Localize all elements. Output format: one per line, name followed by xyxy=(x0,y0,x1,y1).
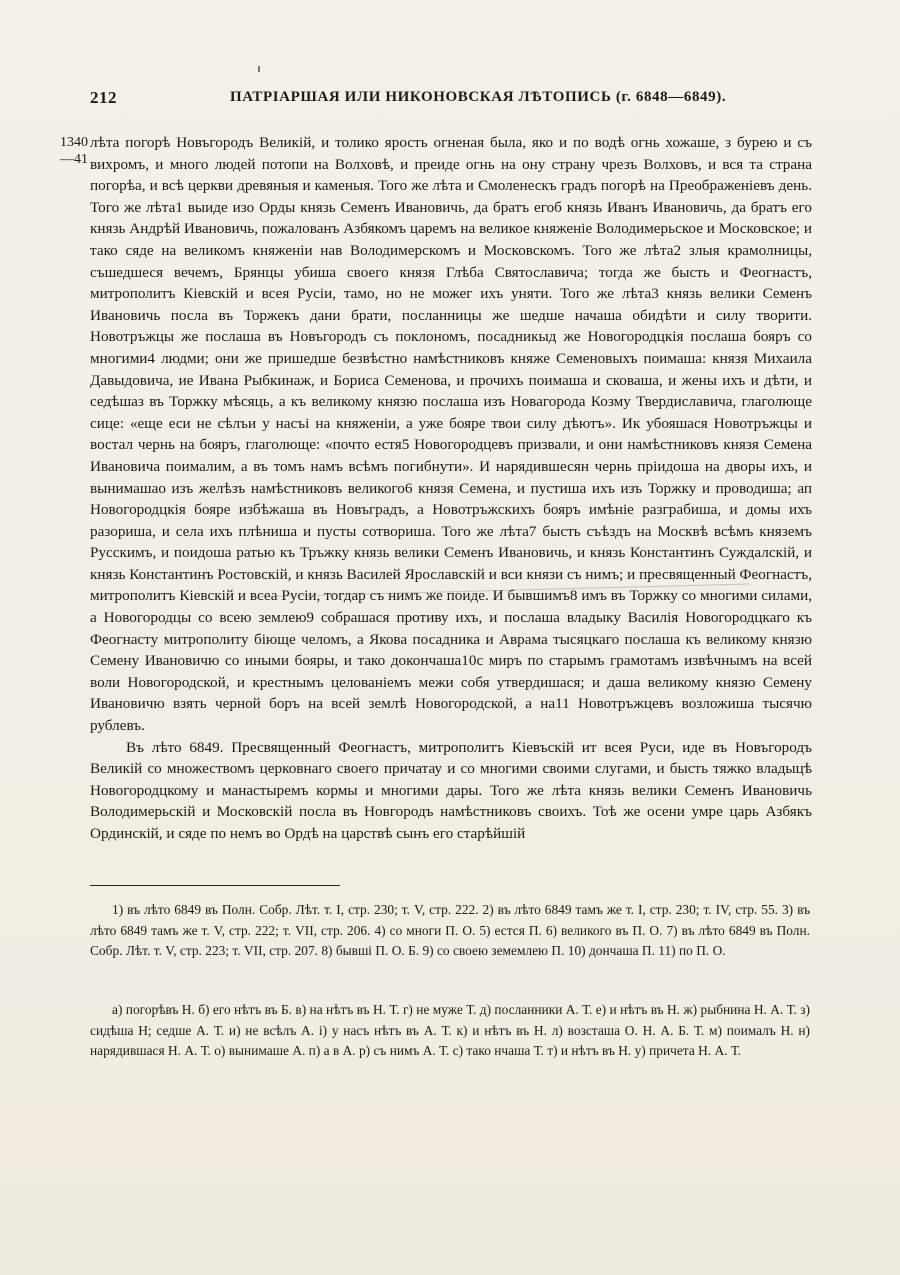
page-number: 212 xyxy=(90,88,117,107)
variants-text: а) погорѣвъ Н. б) его нѣтъ въ Б. в) на нѣтъ въ Н. Т. г) не муже Т. д) посланники А. Т. е) и нѣтъ въ Н. ж) рыбнина Н. А. Т. з) сидѣша Н; седше А. Т. и) не всѣлъ А. і) у насъ нѣтъ въ А. Т. к) и нѣтъ въ Н. л) возсташа О. Н. А. Б. Т. м) поималъ Н. н) нарядившася Н. А. Т. о) вынимаше А. п) а в А. р) съ нимъ А. Т. с) тако нчаша Т. т) и нѣтъ въ Н. у) причета Н. А. Т. xyxy=(90,1002,810,1058)
main-text xyxy=(90,132,812,845)
running-head: ПАТРІАРШАЯ ИЛИ НИКОНОВСКАЯ ЛѢТОПИСЬ (г. 6848—6849). xyxy=(230,89,727,105)
paragraph: лѣта погорѣ Новъгородъ Великій, и толико ярость огненая была, яко и по водѣ огнь хожаше, з бурею и съ вихромъ, и много людей потопи на Волховѣ, и преиде огнь на ону страну чрезъ Волховъ, и вся та страна погорѣа, и всѣ церкви древяныя и каменыя. Того же лѣта и Смоленескъ градъ погорѣ на Преображеніевъ день. Того же лѣта1 выиде изо Орды князь Семенъ Ивановичь, да братъ егоб князь Иванъ Ивановичь, да братъ его князь Андрѣй Ивановичь, пожалованъ Азбякомъ царемъ на великое княженіе Володимерьское и Московское; и тако сяде на великомъ княженіи нав Володимерскомъ и Московскомъ. Того же лѣта2 злыя крамолницы, съшедшеся вечемъ, Брянцы убиша своего князя Глѣба Святославича; тогда же бысть и Феогнастъ, митрополитъ Кіевскій и всея Русіи, тамо, но не можег ихъ уняти. Того же лѣта3 князь велики Семенъ Ивановичь посла въ Торжекъ дани брати, посланницы же шедше начаша обидѣти и силу творити. Новотръжцы же послаша въ Новъгородъ съ поклономъ, посадникыд же Новогородцкія послаша бояръ со многими4 людми; они же пришедше безвѣстно намѣстниковъ княже Семеновыхъ поимаша: князя Михаила Давыдовича, ие Ивана Рыбкинаж, и Бориса Семенова, и прочихъ поимаша и сковаша, и жены ихъ и дѣти, и седѣшаз въ Торжку мѣсяць, а къ великому князю послаша изъ Новагорода Козму Твердиславича, глаголюще сице: «еще еси не сѣлъи у насъі на княженіи, а уже бояре твои силу дѣютъ». Ик убояшася Новотръжцы и востал чернь на бояръ, глаголюще: «почто естя5 Новогородцевъ призвали, и они намѣстниковъ князя Семена Ивановича поималим, а въ томъ намъ всѣмъ погибнути». И нарядившесян чернь пріидоша на дворы ихъ, и вынимашао изъ желѣзъ намѣстниковъ великого6 князя Семена, и пустиша ихъ изъ Торжку и проводиша; ап Новогородцкія бояре избѣжаша въ Новъградъ, а Новотръжскихъ бояръ имѣніе разграбиша, и домы ихъ разориша, и села ихъ плѣниша и пусты сотвориша. Того же лѣта7 бысть съѣздъ на Москвѣ всѣмъ княземъ Русскимъ, и поидоша ратью къ Тръжку князь велики Семенъ Ивановичь, и князь Константинъ Суждалскій, и князь Константинъ Ростовскій, и князь Василей Ярославскій и вси князи съ нимъ; и пресвященный Феогнастъ, митрополитъ Кіевскій и всеа Русіи, тогдар съ нимъ же поиде. И бывшимъ8 имъ въ Торжку со многими силами, а Новогородцы со всею землею9 собрашася противу ихъ, и послаша владыку Василія Новогородцкаго къ Феогнасту митрополиту біюще челомъ, а Якова посадника и Аврама тысяцкаго послаша къ великому князю Семену Ивановичю со иными бояры, и тако докончаша10с миръ по старымъ грамотамъ извѣчнымъ на всей воли Новогородской, и крестнымъ целованіемъ межи собя утвердишася; и даша великому князю Семену Ивановичю взять черной боръ на всей землѣ Новогородской, а на11 Новотръжцевъ возложиша тысячю рублевъ. xyxy=(90,134,812,735)
footnote-separator xyxy=(90,885,340,886)
variant-readings xyxy=(90,1000,810,1062)
ink-speck xyxy=(258,66,260,72)
footnotes-text: 1) въ лѣто 6849 въ Полн. Собр. Лѣт. т. I, стр. 230; т. V, стр. 222. 2) въ лѣто 6849 тамъ же т. I, стр. 230; т. IV, стр. 55. 3) въ лѣто 6849 тамъ же т. V, стр. 222; т. VII, стр. 206. 4) со многи П. О. 5) естся П. 6) великого въ П. О. 7) въ лѣто 6849 въ Полн. Собр. Лѣт. т. V, стр. 223; т. VII, стр. 207. 8) бывші П. О. Б. 9) со своею земемлею П. 10) дончаша П. 11) по П. О. xyxy=(90,902,810,958)
page-header xyxy=(90,88,810,112)
margin-year-top: 1340 xyxy=(60,135,88,150)
margin-year-bottom: —41 xyxy=(60,152,88,167)
paragraph: Въ лѣто 6849. Пресвященный Феогнастъ, митрополитъ Кіевъскій ит всея Руси, иде въ Новъгородъ Великій со множествомъ церковнаго своего причатау и со многими своими слугами, и бысть тяжко владыцѣ Новогородцкому и манастыремъ кормы и многими дары. Того же лѣта князь велики Семенъ Ивановичь Володимерьскій и Московскій посла въ Новгородъ намѣстниковъ своихъ. Тоѣ же осени умре царь Азбякъ Ординскій, и сяде по немъ во Ордѣ на царствѣ сынъ его старѣйшій xyxy=(90,738,812,842)
footnotes xyxy=(90,900,810,962)
